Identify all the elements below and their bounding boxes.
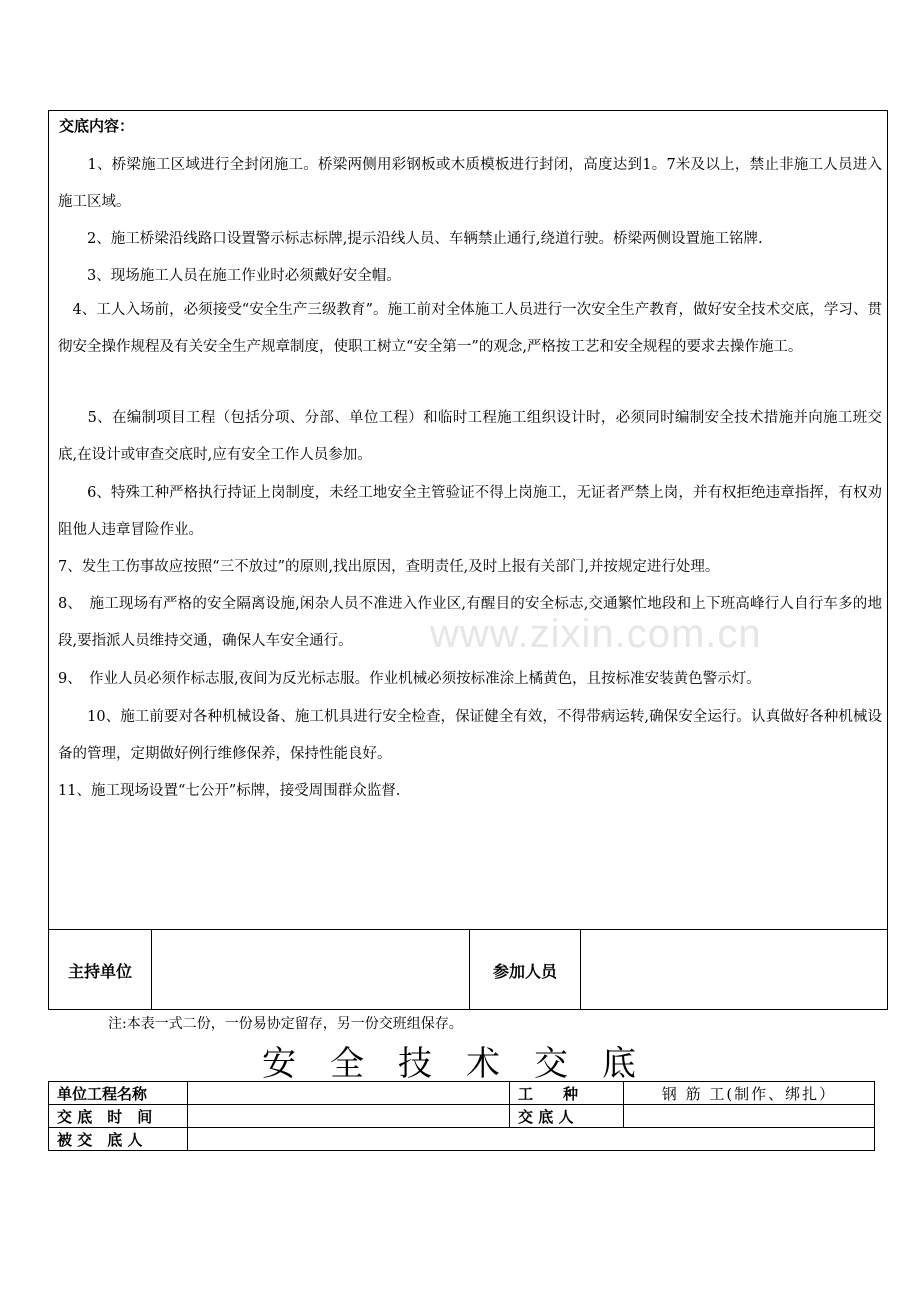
paragraph-9: 9、 作业人员必须作标志服,夜间为反光标志服。作业机械必须按标准涂上橘黄色，且按标准安装黄色警示灯。 xyxy=(58,671,761,687)
info-row-2 xyxy=(49,1105,875,1128)
paragraph-11: 11、施工现场设置“七公开”标牌，接受周围群众监督. xyxy=(58,783,401,799)
paragraph-4: 4、工人入场前，必须接受“安全生产三级教育”。施工前对全体施工人员进行一次安全生产教育，做好安全技术交底，学习、贯彻安全操作规程及有关安全生产规章制度，使职工树立“安全第一”的观念,严格按工艺和安全规程的要求去操作施工。 xyxy=(58,302,882,355)
trade-value[interactable]: 钢 筋 工(制作、绑扎） xyxy=(624,1082,875,1105)
disclosure-content-box xyxy=(48,110,888,1010)
project-name-label: 单位工程名称 xyxy=(49,1082,188,1105)
participants-label: 参加人员 xyxy=(470,930,581,1010)
paragraph-7: 7、发生工伤事故应按照“三不放过”的原则,找出原因，查明责任,及时上报有关部门,并按规定进行处理。 xyxy=(58,559,720,575)
content-title: 交底内容： xyxy=(59,117,135,135)
disclosure-time-field[interactable] xyxy=(188,1105,510,1128)
paragraph-8: 8、 施工现场有严格的安全隔离设施,闲杂人员不准进入作业区,有醒目的安全标志,交通繁忙地段和上下班高峰行人自行车多的地段,要指派人员维持交通，确保人车安全通行。 xyxy=(58,596,882,649)
info-table xyxy=(48,1081,875,1151)
discloser-label: 交 底 人 xyxy=(510,1105,624,1128)
trade-label: 工 种 xyxy=(510,1082,624,1105)
recipient-field[interactable] xyxy=(188,1128,875,1151)
watermark: www.zixin.com.cn xyxy=(430,612,762,656)
paragraph-6: 6、特殊工种严格执行持证上岗制度，未经工地安全主管验证不得上岗施工，无证者严禁上岗，并有权拒绝违章指挥，有权劝阻他人违章冒险作业。 xyxy=(58,485,882,538)
paragraph-5: 5、在编制项目工程（包括分项、分部、单位工程）和临时工程施工组织设计时，必须同时编制安全技术措施并向施工班交底,在设计或审查交底时,应有安全工作人员参加。 xyxy=(58,410,882,463)
sign-row xyxy=(49,929,887,1010)
document-title: 安全技术交底 xyxy=(262,1044,670,1084)
recipient-label: 被 交 底 人 xyxy=(49,1128,188,1151)
content-area xyxy=(49,111,887,929)
paragraph-2: 2、施工桥梁沿线路口设置警示标志标牌,提示沿线人员、车辆禁止通行,绕道行驶。桥梁两侧设置施工铭牌. xyxy=(58,231,763,247)
paragraph-3: 3、现场施工人员在施工作业时必须戴好安全帽。 xyxy=(58,268,401,284)
info-row-3 xyxy=(49,1128,875,1151)
paragraph-10: 10、施工前要对各种机械设备、施工机具进行安全检查，保证健全有效，不得带病运转,确保安全运行。认真做好各种机械设备的管理，定期做好例行维修保养，保持性能良好。 xyxy=(58,709,882,762)
paragraph-1: 1、桥梁施工区域进行全封闭施工。桥梁两侧用彩钢板或木质模板进行封闭，高度达到1。7米及以上，禁止非施工人员进入施工区域。 xyxy=(58,157,882,210)
host-unit-field[interactable] xyxy=(152,930,470,1010)
participants-field[interactable] xyxy=(581,930,887,1010)
disclosure-time-label: 交 底 时 间 xyxy=(49,1105,188,1128)
host-unit-label: 主持单位 xyxy=(49,930,152,1010)
form-note: 注:本表一式二份，一份易协定留存，另一份交班组保存。 xyxy=(108,1016,463,1032)
discloser-field[interactable] xyxy=(624,1105,875,1128)
project-name-field[interactable] xyxy=(188,1082,510,1105)
info-row-1 xyxy=(49,1082,875,1105)
